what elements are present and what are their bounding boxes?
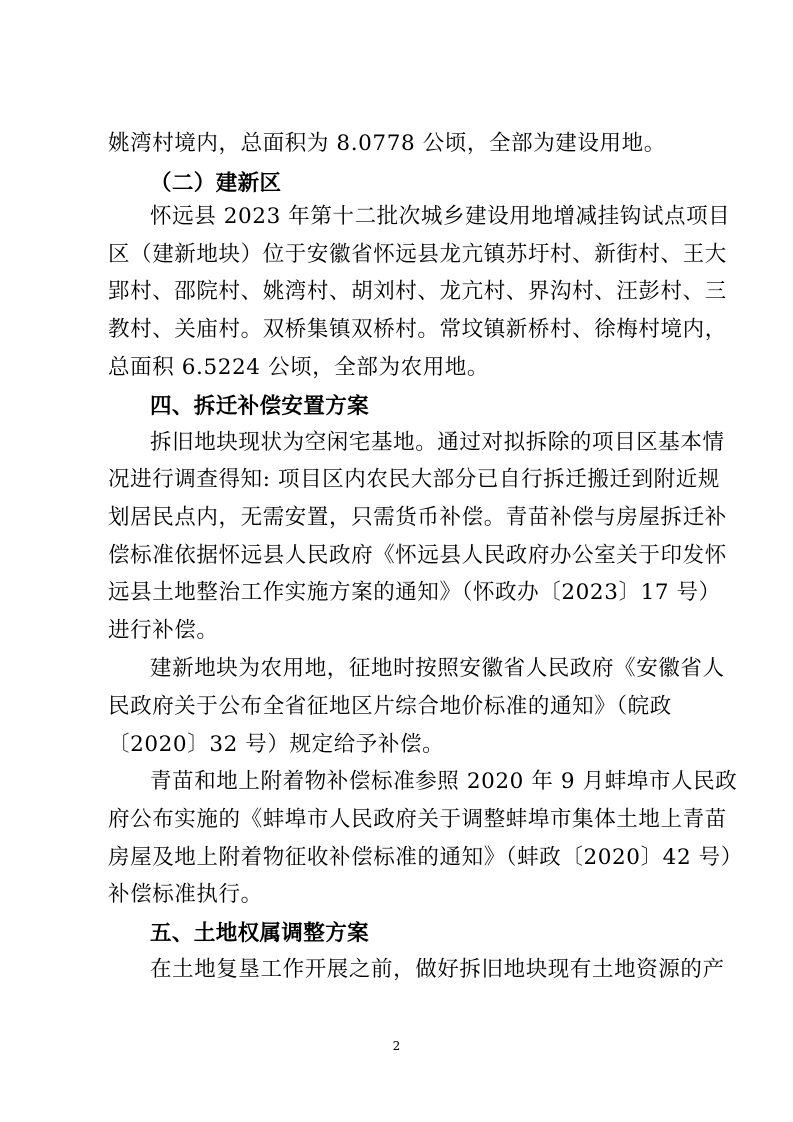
paragraph-line: 补偿标准执行。: [108, 882, 263, 907]
paragraph-line: 府公布实施的《蚌埠市人民政府关于调整蚌埠市集体土地上青苗: [108, 807, 727, 832]
section-heading-demolition-compensation: 四、拆迁补偿安置方案: [150, 394, 370, 419]
paragraph-line: 区（建新地块）位于安徽省怀远县龙亢镇苏圩村、新街村、王大: [108, 242, 727, 267]
page-number: 2: [392, 1039, 401, 1053]
paragraph-line: 建新地块为农用地，征地时按照安徽省人民政府《安徽省人: [150, 656, 725, 681]
paragraph-line: 教村、关庙村。双桥集镇双桥村。常坟镇新桥村、徐梅村境内，: [108, 317, 727, 342]
paragraph-line: 拆旧地块现状为空闲宅基地。通过对拟拆除的项目区基本情: [150, 430, 725, 455]
paragraph-line: 远县土地整治工作实施方案的通知》（怀政办〔2023〕17 号）: [108, 580, 721, 605]
paragraph-line: 偿标准依据怀远县人民政府《怀远县人民政府办公室关于印发怀: [108, 543, 727, 568]
section-heading-land-ownership: 五、土地权属调整方案: [150, 921, 370, 946]
paragraph-line: 划居民点内，无需安置，只需货币补偿。青苗补偿与房屋拆迁补: [108, 505, 727, 530]
paragraph-line: 况进行调查得知: 项目区内农民大部分已自行拆迁搬迁到附近规: [108, 467, 720, 492]
section-heading-jianxinqu: （二）建新区: [150, 171, 282, 196]
paragraph-line: 房屋及地上附着物征收补偿标准的通知》（蚌政〔2020〕42 号）: [108, 845, 743, 870]
paragraph-line: 郢村、邵院村、姚湾村、胡刘村、龙亢村、界沟村、汪彭村、三: [108, 279, 727, 304]
paragraph-line: 姚湾村境内，总面积为 8.0778 公顷，全部为建设用地。: [108, 131, 666, 156]
paragraph-line: 青苗和地上附着物补偿标准参照 2020 年 9 月蚌埠市人民政: [150, 769, 738, 794]
paragraph-line: 怀远县 2023 年第十二批次城乡建设用地增减挂钩试点项目: [150, 204, 731, 229]
paragraph-line: 在土地复垦工作开展之前，做好拆旧地块现有土地资源的产: [150, 957, 725, 982]
paragraph-line: 进行补偿。: [108, 618, 219, 643]
paragraph-line: 〔2020〕32 号）规定给予补偿。: [108, 732, 445, 757]
paragraph-line: 民政府关于公布全省征地区片综合地价标准的通知》（皖政: [108, 694, 672, 719]
paragraph-line: 总面积 6.5224 公顷，全部为农用地。: [108, 355, 489, 380]
